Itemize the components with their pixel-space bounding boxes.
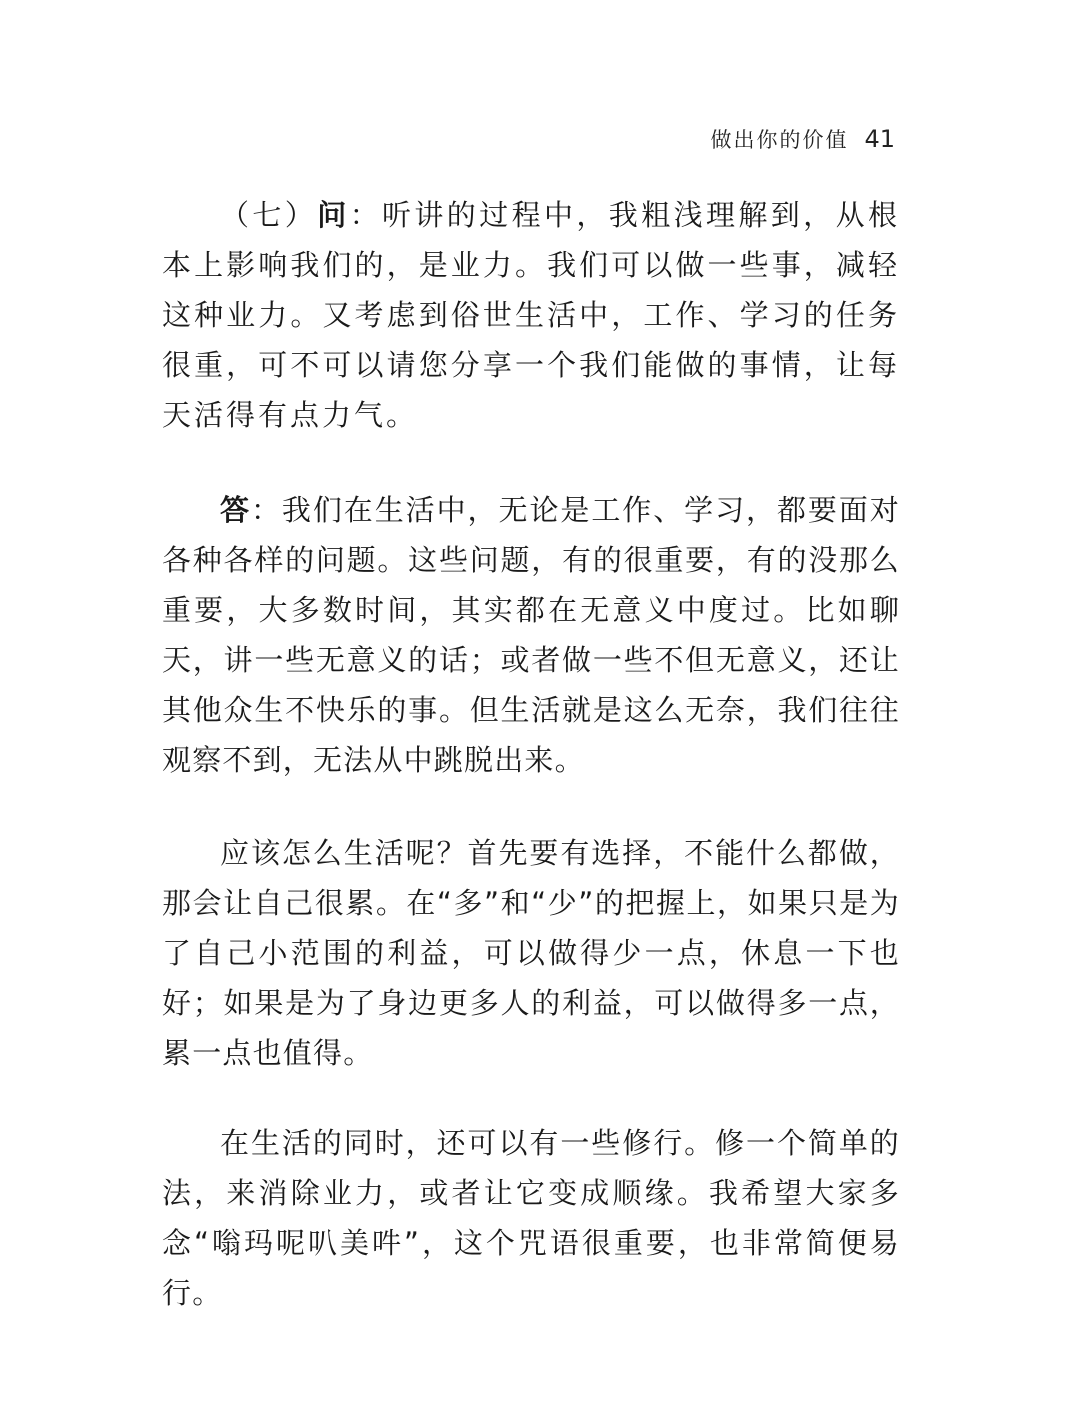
question-paragraph xyxy=(162,190,900,440)
answer-separator: ： xyxy=(250,493,282,527)
question-number: （七） xyxy=(220,198,318,232)
running-header xyxy=(710,124,895,154)
answer-paragraph-3: 在生活的同时，还可以有一些修行。修一个简单的法，来消除业力，或者让它变成顺缘。我希望大家多念“嗡玛呢叭美吽”，这个咒语很重要，也非常简便易行。 xyxy=(162,1126,900,1310)
page-number: 41 xyxy=(864,125,895,153)
answer-paragraph-1 xyxy=(162,485,900,785)
question-separator: ： xyxy=(349,198,383,232)
question-text: 听讲的过程中，我粗浅理解到，从根本上影响我们的，是业力。我们可以做一些事，减轻这种业力。又考虑到俗世生活中，工作、学习的任务很重，可不可以请您分享一个我们能做的事情，让每天活得有点力气。 xyxy=(162,198,900,432)
answer-label: 答 xyxy=(220,493,251,527)
question-label: 问 xyxy=(317,198,350,232)
answer-text-1: 我们在生活中，无论是工作、学习，都要面对各种各样的问题。这些问题，有的很重要，有的没那么重要，大多数时间，其实都在无意义中度过。比如聊天，讲一些无意义的话；或者做一些不但无意义，还让其他众生不快乐的事。但生活就是这么无奈，我们往往观察不到，无法从中跳脱出来。 xyxy=(162,493,901,777)
page-body xyxy=(162,190,900,1318)
chapter-title: 做出你的价值 xyxy=(710,128,849,152)
answer-paragraph-2: 应该怎么生活呢？首先要有选择，不能什么都做，那会让自己很累。在“多”和“少”的把握上，如果只是为了自己小范围的利益，可以做得少一点，休息一下也好；如果是为了身边更多人的利益，可以做得多一点，累一点也值得。 xyxy=(162,836,900,1070)
